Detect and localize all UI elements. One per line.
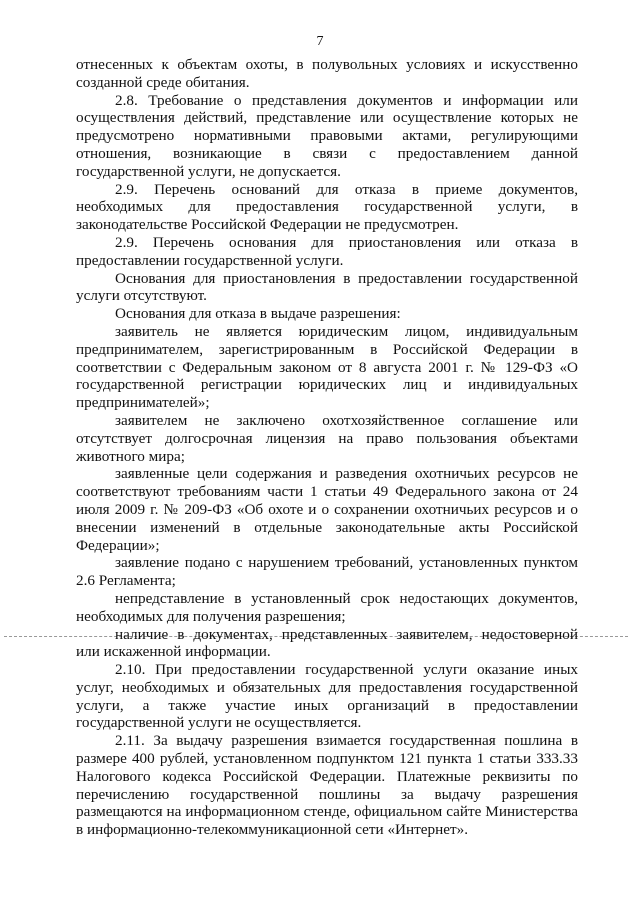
document-body xyxy=(76,56,578,839)
paragraph: заявителем не заключено охотхозяйственное соглашение или отсутствует долгосрочная лицензия на право пользования объектами животного мира; xyxy=(76,411,578,465)
paragraph: заявитель не является юридическим лицом, индивидуальным предпринимателем, зарегистрированным в Российской Федерации в соответствии с Федеральным законом от 8 августа 2001 г. № 129-ФЗ «О государственной регистрации юридических лиц и индивидуальных предпринимателей»; xyxy=(76,322,578,412)
paragraph: Основания для отказа в выдаче разрешения: xyxy=(115,305,401,323)
paragraph: 2.8. Требование о представления документов и информации или осуществления действий, представление или осуществление которых не предусмотрено нормативными правовыми актами, регулирующими отношения, возникающие в связи с предоставлением данной государственной услуги, не допускается. xyxy=(76,91,578,180)
page-number: 7 xyxy=(316,34,324,49)
paragraph: 2.9. Перечень основания для приостановления или отказа в предоставлении государственной услуги. xyxy=(76,233,578,269)
paragraph: заявление подано с нарушением требований, установленных пунктом 2.6 Регламента; xyxy=(76,554,578,590)
paragraph: 2.10. При предоставлении государственной услуги оказание иных услуг, необходимых и обязательных для предоставления государственной услуги, а также участие иных организаций в предоставлении государственной услуги не осуществляется. xyxy=(76,661,578,732)
paragraph: Основания для приостановления в предоставлении государственной услуги отсутствуют. xyxy=(76,269,578,305)
paragraph: отнесенных к объектам охоты, в полувольных условиях и искусственно созданной среде обитания. xyxy=(76,56,578,91)
paragraph: 2.9. Перечень оснований для отказа в приеме документов, необходимых для предоставления государственной услуги, в законодательстве Российской Федерации не предусмотрен. xyxy=(76,180,578,234)
paragraph: 2.11. За выдачу разрешения взимается государственная пошлина в размере 400 рублей, установленном подпунктом 121 пункта 1 статьи 333.33 Налогового кодекса Российской Федерации. Платежные реквизиты по перечислению государственной пошлины за выдачу разрешения размещаются на информационном стенде, официальном сайте Министерства в информационно-телекоммуникационной сети «Интернет». xyxy=(76,732,578,839)
paragraph: заявленные цели содержания и разведения охотничьих ресурсов не соответствуют требованиям части 1 статьи 49 Федерального закона от 24 июля 2009 г. № 209-ФЗ «Об охоте и о сохранении охотничьих ресурсов и о внесении изменений в отдельные законодательные акты Российской Федерации»; xyxy=(76,465,578,554)
paragraph: непредставление в установленный срок недостающих документов, необходимых для получения разрешения; xyxy=(76,589,578,625)
paragraph: наличие в документах, представленных заявителем, недостоверной или искаженной информации. xyxy=(76,625,578,661)
